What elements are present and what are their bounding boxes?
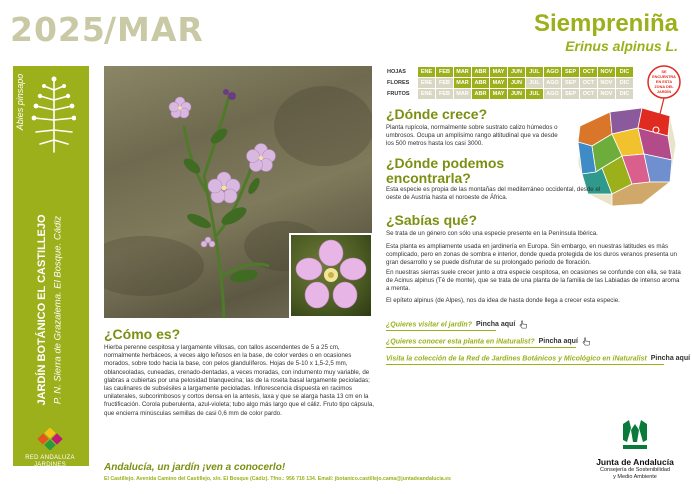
phenology-month-cell: OCT [580,89,597,99]
link-visit-garden-action[interactable]: Pincha aquí [475,321,516,329]
phenology-month-cell: AGO [544,67,561,77]
phenology-month-cell: MAY [490,78,507,88]
link-inaturalist-collection-action[interactable]: Pincha aquí [650,355,691,363]
phenology-month-cell: MAY [490,67,507,77]
month-label: /MAR [104,10,204,49]
link-underline-1 [386,330,496,331]
link-inaturalist-plant-question: ¿Quieres conocer esta planta en iNaturalist? [386,338,535,346]
pinsapo-tree-icon [30,74,76,154]
phenology-month-cell: JUN [508,78,525,88]
junta-andalucia-logo [590,418,680,481]
sidebar-title-block [30,200,70,420]
donde-encontrarla-heading: ¿Dónde podemos encontrarla? [386,155,505,186]
map-badge-text-2: ENCUENTRA [652,75,676,79]
link-inaturalist-plant[interactable] [386,337,591,346]
phenology-month-cell: FEB [436,67,453,77]
phenology-month-cell: ABR [472,78,489,88]
phenology-month-cell: JUL [526,78,543,88]
footer-address: El Castillejo. Avenida Camino del Castillejo, s/n. El Bosque (Cádiz). Tfno.: 956 716 134. Email: jbotanico.castillejo.cama@juntadeandalucia.es [104,476,451,482]
junta-dept-1: Consejería de Sostenibilidad [599,467,671,473]
junta-name: Junta de Andalucía [596,457,674,467]
flower-logo-icon [35,428,65,450]
map-badge-text-4: ZONA DEL [654,85,674,89]
junta-dept-2: y Medio Ambiente [613,474,657,480]
phenology-month-cell: SEP [562,67,579,77]
garden-subtitle: P. N. Sierra de Grazalema. El Bosque. Cádiz [52,215,64,405]
phenology-month-cell: JUL [526,89,543,99]
phenology-month-cell: SEP [562,89,579,99]
link-underline-3 [386,364,664,365]
sidebar-species-tag [13,72,27,132]
phenology-month-cell: ENE [418,89,435,99]
phenology-month-cell: DIC [616,67,633,77]
sabias-que-p4: El epíteto alpinus (de Alpes), nos da idea de hasta donde llega a crecer esta especie. [386,297,620,304]
species-latin-name: Erinus alpinus L. [565,38,678,54]
phenology-month-cell: ENE [418,78,435,88]
flower-closeup-photo [289,233,373,318]
phenology-month-cell: MAR [454,89,471,99]
phenology-month-cell: NOV [598,78,615,88]
phenology-month-cell: AGO [544,89,561,99]
phenology-month-cell: DIC [616,78,633,88]
phenology-month-cell: NOV [598,89,615,99]
link-visit-garden[interactable] [386,320,528,329]
como-es-heading: ¿Cómo es? [104,326,181,342]
link-visit-garden-question: ¿Quieres visitar el jardín? [386,321,472,329]
phenology-month-cell: FEB [436,89,453,99]
phenology-month-cell: ENE [418,67,435,77]
link-inaturalist-collection-question: Visita la colección de la Red de Jardines Botánicos y Micológico en iNaturalist [386,355,647,363]
red-andaluza-logo [14,428,86,475]
flower-closeup-illustration [291,235,371,316]
map-badge-text-1: SE [661,70,667,74]
phenology-month-cell: JUL [526,67,543,77]
como-es-text: Hierba perenne cespitosa y largamente villosas, con tallos ascendentes de 5 a 25 cm, normalmente herbáceos, a veces algo leñosos en la base, de color verdes o en ocasiones morados, sobre todo hacia la base, con pelos glandulíferos. Hojas de 5-10 x 1,5-2,5 mm, oblanceoladas, cuneadas, crenado-dentadas, a veces moradas, con indumento muy variable, de glabras a cubiertas por una pelosidad blanquecina; las de la roseta basal largamente pecioladas; las caulinares de subsésiles a largamente pecioladas. Inflorescencia dispuesta en racimos unilaterales, subcorimbosos y cortos densa en la antesis, laxa y que se alarga hasta 13 cm en la fructificación. Corola puberulenta, azul-violeta; tubo algo más largo que el cáliz. Fruto tipo cápsula, que encierra minúsculas semillas de casi 0,6 mm de color pardo. [104,344,374,417]
phenology-month-cell: MAY [490,89,507,99]
phenology-month-cell: JUN [508,89,525,99]
sabias-que-heading: ¿Sabías qué? [386,212,478,228]
footer-slogan: Andalucía, un jardín ¡ven a conocerlo! [104,462,286,473]
link-underline-2 [386,347,576,348]
phenology-month-cell: FEB [436,78,453,88]
year-label: 2025 [10,10,106,49]
link-inaturalist-collection[interactable] [386,354,692,363]
phenology-month-cell: ABR [472,67,489,77]
phenology-month-cell: ABR [472,89,489,99]
species-common-name: Siempreniña [533,10,678,37]
garden-title: JARDÍN BOTÁNICO EL CASTILLEJO [36,214,48,406]
phenology-row-label: HOJAS [387,69,406,75]
phenology-month-cell: NOV [598,67,615,77]
phenology-month-cell: AGO [544,78,561,88]
logo-line-2: JARDINES BOTÁNICOS [30,462,70,475]
logo-line-1: RED ANDALUZA [25,455,75,461]
phenology-month-cell: DIC [616,89,633,99]
pointer-hand-icon [582,337,591,346]
phenology-month-cell: OCT [580,78,597,88]
sabias-que-p3: En nuestras sierras suele crecer junto a otra especie cespitosa, en ocasiones se confunde con ella, se trata de Acinus alpinus (Té de monte), que se trata de una planta de la familia de las Labiadas de intenso aroma a menta. [386,269,681,293]
map-badge-text-3: EN ESTA [655,80,673,84]
phenology-month-cell: JUN [508,67,525,77]
phenology-month-cell: OCT [580,67,597,77]
phenology-row-label: FLORES [387,80,410,86]
donde-crece-text: Planta rupícola, normalmente sobre sustrato calizo húmedos o umbrosos. Ocupa un amplísimo rango altitudinal que va desde los 500 metros hasta los casi 3000. [386,124,558,148]
donde-encontrarla-text: Esta especie es propia de las montañas del mediterráneo occidental, desde el oeste de Austria hasta el noroeste de África. [386,186,601,202]
phenology-month-cell: SEP [562,78,579,88]
phenology-row-label: FRUTOS [387,91,410,97]
donde-crece-heading: ¿Dónde crece? [386,106,488,122]
map-badge-text-5: JARDÍN [656,90,672,94]
sabias-que-p2: Esta planta es ampliamente usada en jardinería en Europa. Sin embargo, en nuestras latitudes es más complicado, pero en zonas de sombra e interior, donde queda protegida de los duros veranos presenta un gran desarrollo y se puede disfrutar de su prolongado periodo de floración. [386,243,678,267]
pointer-hand-icon [519,320,528,329]
sidebar-species-tag-text: Abies pinsapo [15,73,25,131]
link-inaturalist-plant-action[interactable]: Pincha aquí [538,338,578,346]
phenology-month-cell: MAR [454,67,471,77]
sabias-que-p1: Se trata de un género con sólo una especie presente en la Península Ibérica. [386,230,598,237]
junta-emblem-icon [617,418,653,452]
phenology-month-cell: MAR [454,78,471,88]
